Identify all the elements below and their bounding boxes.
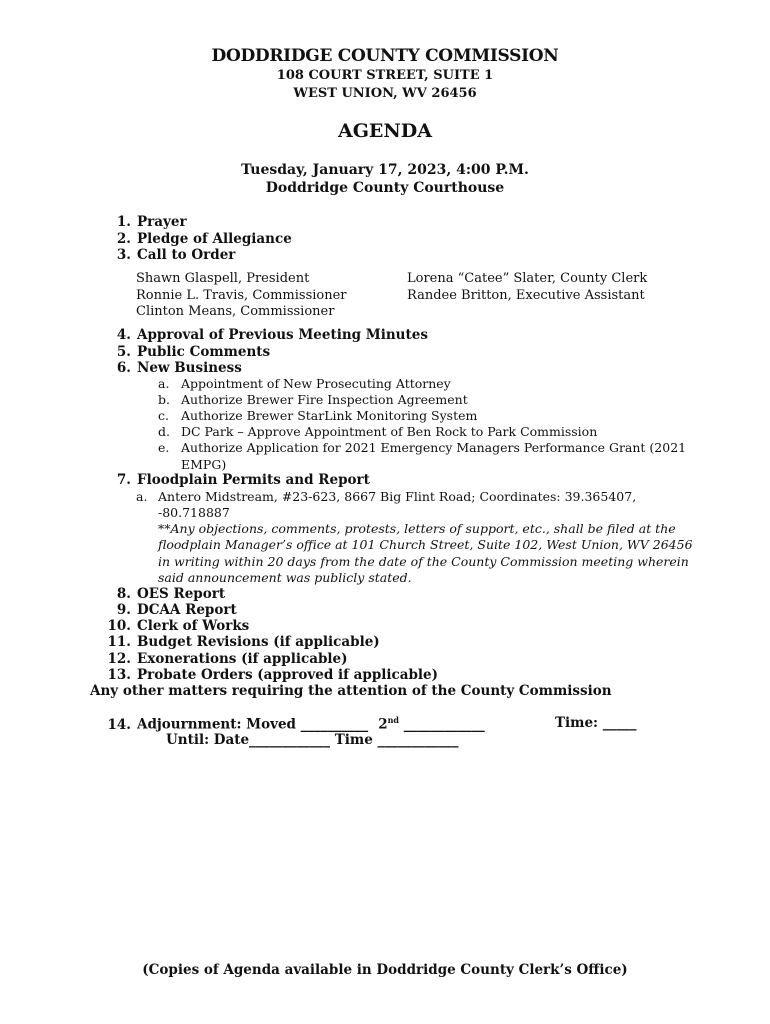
agenda-item-10: 10. Clerk of Works xyxy=(107,618,250,634)
meeting-date: Tuesday, January 17, 2023, 4:00 P.M. xyxy=(241,162,529,178)
agenda-item-12: 12. Exonerations (if applicable) xyxy=(107,651,348,667)
meeting-location: Doddridge County Courthouse xyxy=(265,180,505,196)
new-business-item-e: e. Authorize Application for 2021 Emergency Managers Performance Grant (2021 xyxy=(158,440,687,455)
agenda-item-14: 14. Adjournment: Moved __________ 2nd ____________ xyxy=(107,715,485,733)
agenda-item-6: 6. New Business xyxy=(116,360,242,376)
new-business-item-e-cont: EMPG) xyxy=(181,457,227,472)
agenda-item-1: 1. Prayer xyxy=(116,214,187,230)
new-business-item-a: a. Appointment of New Prosecuting Attorney xyxy=(158,376,451,391)
footer-note: (Copies of Agenda available in Doddridge County Clerk’s Office) xyxy=(142,962,628,978)
floodplain-permit-cont: -80.718887 xyxy=(158,505,230,520)
new-business-item-b: b. Authorize Brewer Fire Inspection Agreement xyxy=(158,392,468,407)
org-name: DODDRIDGE COUNTY COMMISSION xyxy=(211,46,559,66)
agenda-item-13: 13. Probate Orders (approved if applicable) xyxy=(107,667,439,683)
floodplain-notice-2: floodplain Manager’s office at 101 Church Street, Suite 102, West Union, WV 26456 xyxy=(158,537,693,552)
address-line-1: 108 COURT STREET, SUITE 1 xyxy=(276,68,494,83)
agenda-item-9: 9. DCAA Report xyxy=(116,602,237,618)
agenda-item-2: 2. Pledge of Allegiance xyxy=(116,231,292,247)
attendee-left-3: Clinton Means, Commissioner xyxy=(136,304,335,319)
floodplain-permit: a. Antero Midstream, #23-623, 8667 Big Flint Road; Coordinates: 39.365407, xyxy=(136,489,637,504)
adjournment-time: Time: _____ xyxy=(555,715,637,731)
floodplain-notice-4: said announcement was publicly stated. xyxy=(158,570,412,585)
agenda-item-3: 3. Call to Order xyxy=(116,247,236,263)
attendee-left-1: Shawn Glaspell, President xyxy=(136,271,310,286)
adjournment-until: Until: Date____________ Time ____________ xyxy=(166,732,459,748)
other-matters: Any other matters requiring the attention of the County Commission xyxy=(90,683,612,699)
agenda-item-7: 7. Floodplain Permits and Report xyxy=(116,472,370,488)
new-business-item-d: d. DC Park – Approve Appointment of Ben Rock to Park Commission xyxy=(158,424,598,439)
attendee-right-2: Randee Britton, Executive Assistant xyxy=(407,288,645,303)
agenda-item-5: 5. Public Comments xyxy=(116,344,271,360)
agenda-item-4: 4. Approval of Previous Meeting Minutes xyxy=(116,327,428,343)
agenda-item-11: 11. Budget Revisions (if applicable) xyxy=(107,634,380,650)
attendee-left-2: Ronnie L. Travis, Commissioner xyxy=(136,288,347,303)
agenda-item-8: 8. OES Report xyxy=(116,586,226,602)
new-business-item-c: c. Authorize Brewer StarLink Monitoring System xyxy=(158,408,478,423)
page-title: AGENDA xyxy=(337,120,433,142)
attendee-right-1: Lorena “Catee” Slater, County Clerk xyxy=(407,271,648,286)
address-line-2: WEST UNION, WV 26456 xyxy=(293,86,477,101)
floodplain-notice-1: **Any objections, comments, protests, letters of support, etc., shall be filed at the xyxy=(158,521,676,536)
floodplain-notice-3: in writing within 20 days from the date of the County Commission meeting wherein xyxy=(158,554,689,569)
